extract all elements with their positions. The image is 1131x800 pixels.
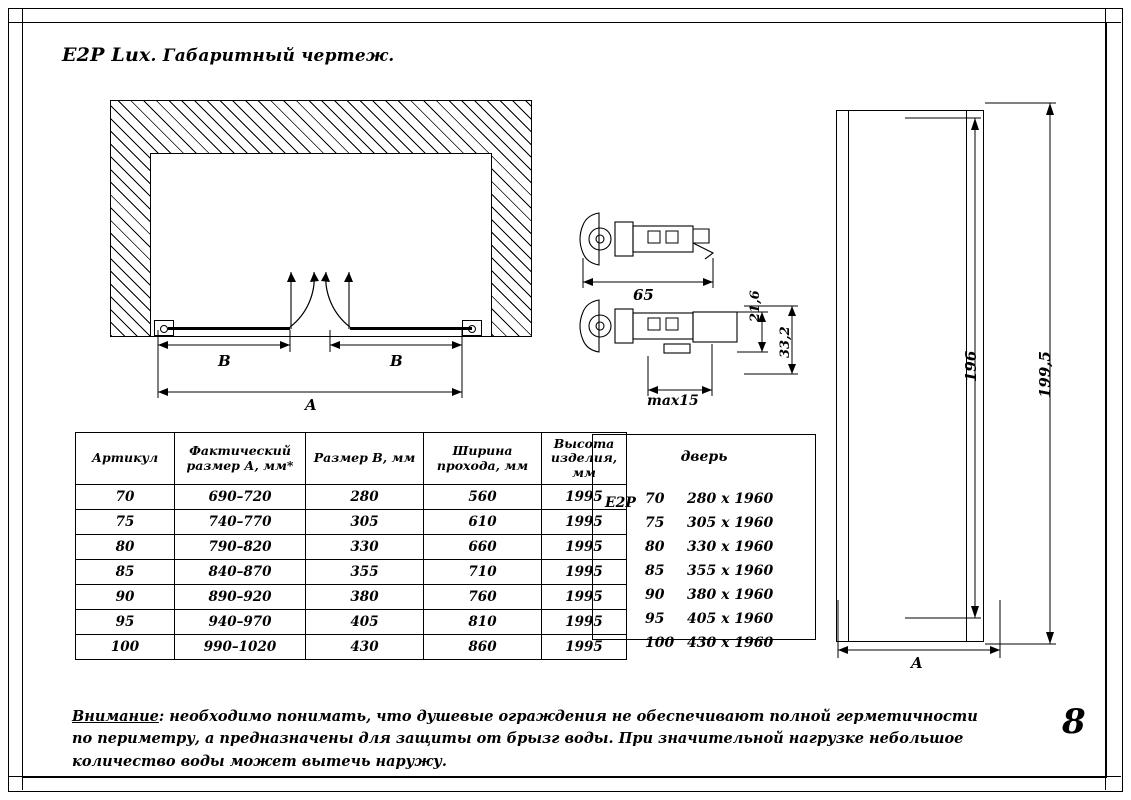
section-dim-33-2: 33,2 [778,326,793,358]
elevation-dim-196: 196 [962,350,980,382]
door-spec-list [645,487,773,655]
cell-article: 85 [76,560,175,585]
door-dims: 305 x 1960 [687,515,774,531]
door-size: 90 [645,587,665,603]
door-size: 85 [645,563,665,579]
door-size: 80 [645,539,665,555]
cell-actual: 890–920 [175,585,306,610]
door-spec-box [592,434,816,651]
elevation-dim-a: A [911,654,923,672]
cell-b: 330 [306,535,424,560]
cell-actual: 740–770 [175,510,306,535]
door-dims: 280 x 1960 [687,491,774,507]
cell-actual: 790–820 [175,535,306,560]
cell-height: 1995 [542,560,627,585]
list-item [645,487,773,511]
cell-b: 305 [306,510,424,535]
section-dim-65: 65 [633,286,654,304]
cell-passage: 810 [424,610,542,635]
cell-article: 90 [76,585,175,610]
cell-article: 95 [76,610,175,635]
door-dims: 380 x 1960 [687,587,774,603]
th-actual-size: Фактический размер А, мм* [175,433,306,485]
cell-actual: 840–870 [175,560,306,585]
table-row [76,585,627,610]
cell-actual: 940–970 [175,610,306,635]
notice-text [72,706,1002,773]
cell-passage: 560 [424,485,542,510]
door-dims: 355 x 1960 [687,563,774,579]
door-size: 70 [645,491,665,507]
cell-height: 1995 [542,635,627,660]
cell-b: 380 [306,585,424,610]
plan-dim-b-left: B [218,352,231,370]
cell-height: 1995 [542,585,627,610]
table-row [76,610,627,635]
notice-label: Внимание [72,708,159,725]
cell-article: 75 [76,510,175,535]
door-dims: 405 x 1960 [687,611,774,627]
table-row [76,485,627,510]
list-item [645,631,773,655]
cell-passage: 610 [424,510,542,535]
cell-actual: 690–720 [175,485,306,510]
notice-body: : необходимо понимать, что душевые ограждения не обеспечивают полной герметичности по периметру, а предназначены для защиты от брызг воды. При значительной нагрузке небольшое количество воды может вытечь наружу. [72,708,978,770]
th-size-b: Размер В, мм [306,433,424,485]
door-size: 75 [645,515,665,531]
plan-dim-b-right: B [390,352,403,370]
page-number: 8 [1062,702,1086,742]
section-dim-max15: max15 [647,393,699,409]
table-header-row [76,433,627,485]
table-row [76,560,627,585]
cell-height: 1995 [542,510,627,535]
cell-b: 280 [306,485,424,510]
elevation-dim-199-5: 199,5 [1036,351,1054,398]
cell-b: 355 [306,560,424,585]
list-item [645,511,773,535]
list-item [645,607,773,631]
cell-article: 100 [76,635,175,660]
cell-height: 1995 [542,485,627,510]
door-dims: 330 x 1960 [687,539,774,555]
section-dim-21-6: 21,6 [748,290,763,322]
plan-dim-a: A [305,396,317,414]
table-row [76,510,627,535]
door-size: 95 [645,611,665,627]
th-product-height: Высота изделия, мм [542,433,627,485]
cell-height: 1995 [542,610,627,635]
page-title-model: E2P Lux [62,44,151,66]
table-row [76,635,627,660]
page-title-suffix: . Габаритный чертеж. [150,46,395,66]
cell-passage: 760 [424,585,542,610]
table-row [76,535,627,560]
cell-b: 430 [306,635,424,660]
cell-article: 80 [76,535,175,560]
list-item [645,583,773,607]
cell-passage: 660 [424,535,542,560]
spec-table [75,432,627,660]
door-size: 100 [645,635,675,651]
th-article: Артикул [76,433,175,485]
cell-height: 1995 [542,535,627,560]
door-dims: 430 x 1960 [687,635,774,651]
cell-passage: 860 [424,635,542,660]
cell-passage: 710 [424,560,542,585]
door-spec-code: E2P [605,495,636,511]
cell-article: 70 [76,485,175,510]
list-item [645,559,773,583]
door-spec-header: дверь [680,449,728,465]
list-item [645,535,773,559]
cell-actual: 990–1020 [175,635,306,660]
cell-b: 405 [306,610,424,635]
th-passage-width: Ширина прохода, мм [424,433,542,485]
